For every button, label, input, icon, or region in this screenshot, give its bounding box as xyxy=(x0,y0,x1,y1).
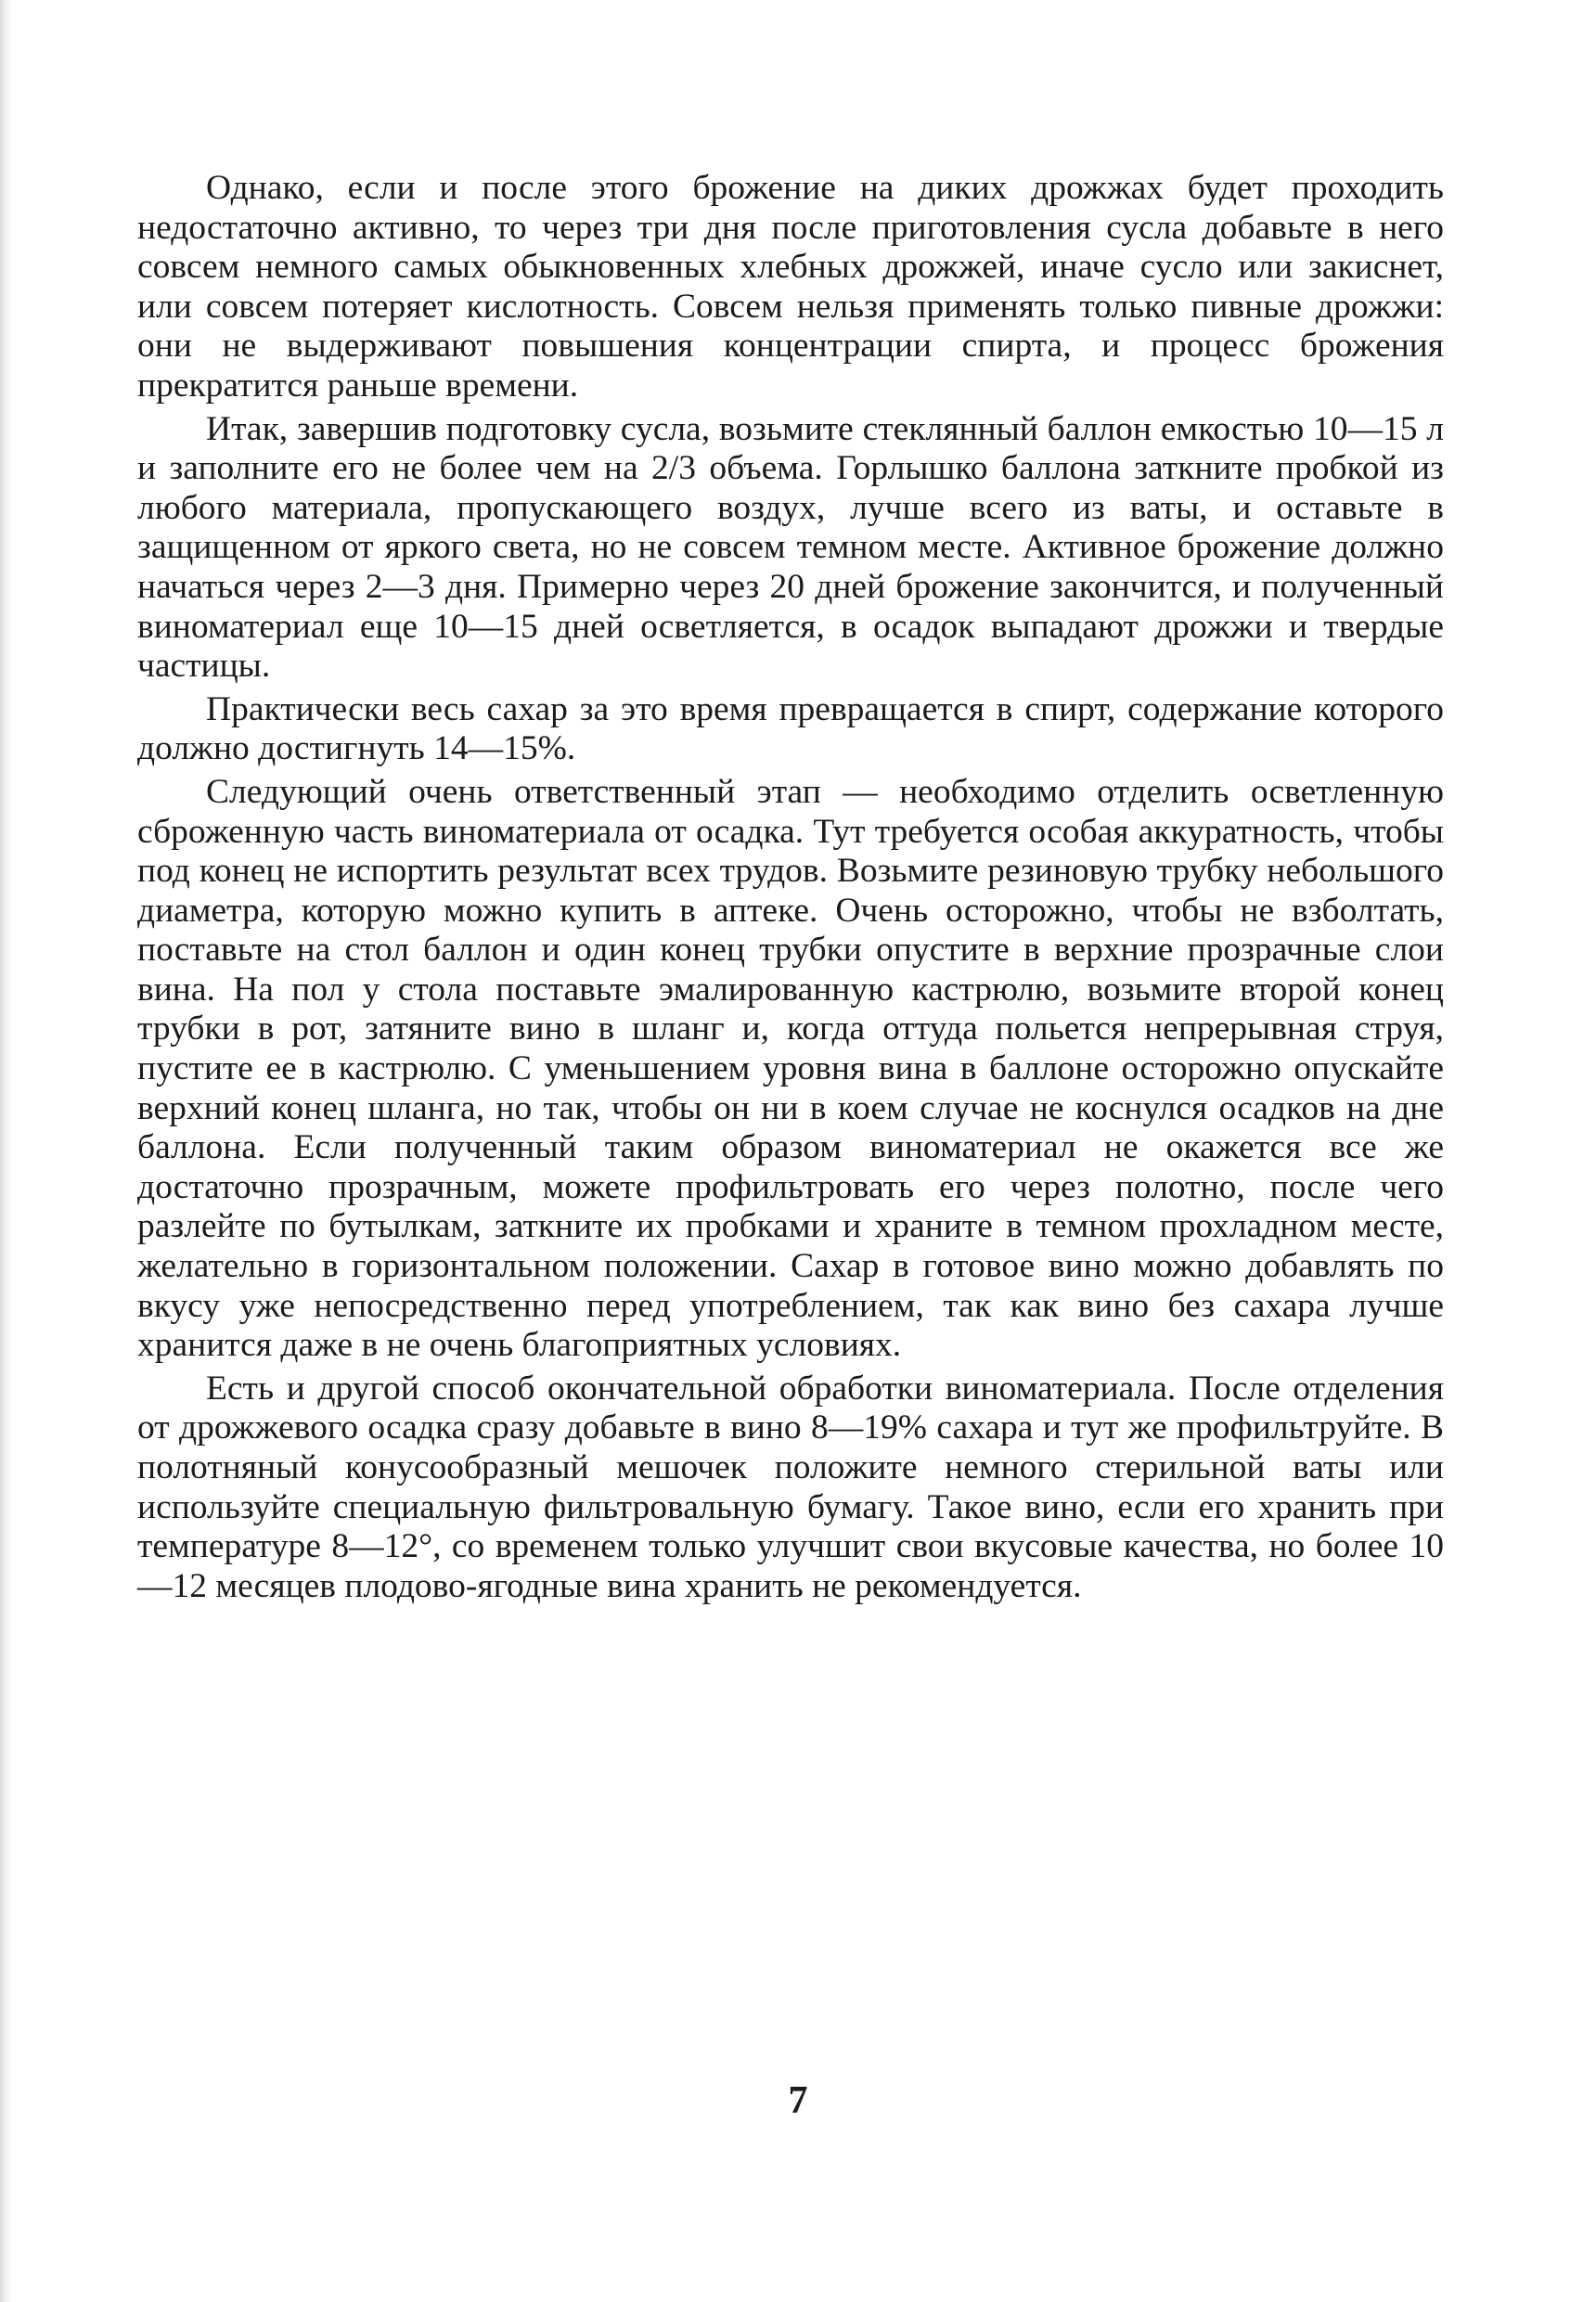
paragraph-sugar-to-alcohol: Практически весь сахар за это время превращается в спирт, содержание которого должно достигнуть 14—15%. xyxy=(137,689,1444,768)
paragraph-fermentation-bottle: Итак, завершив подготовку сусла, возьмите стеклянный баллон емкостью 10—15 л и заполните его не более чем на 2/3 объема. Горлышко баллона заткните пробкой из любого материала, пропускающего воздух, лучше всего из ваты, и оставьте в защищенном от яркого света, но не совсем темном месте. Активное брожение должно начаться через 2—3 дня. Примерно через 20 дней брожение закончится, и полученный виноматериал еще 10—15 дней осветляется, в осадок выпадают дрожжи и твердые частицы. xyxy=(137,409,1444,686)
page-number: 7 xyxy=(788,2079,808,2122)
page-binding-edge xyxy=(0,0,13,2302)
paragraph-final-processing: Есть и другой способ окончательной обработки виноматериала. После отделения от дрожжевого осадка сразу добавьте в вино 8—19% сахара и тут же профильтруйте. В полотняный конусообразный мешочек положите немного стерильной ваты или используйте специальную фильтровальную бумагу. Такое вино, если его хранить при температуре 8—12°, со временем только улучшит свои вкусовые качества, но более 10—12 месяцев плодово-ягодные вина хранить не рекомендуется. xyxy=(137,1369,1444,1605)
paragraph-wild-yeast: Однако, если и после этого брожение на диких дрожжах будет проходить недостаточно активно, то через три дня после приготовления сусла добавьте в него совсем немного самых обыкновенных хлебных дрожжей, иначе сусло или закиснет, или совсем потеряет кислотность. Совсем нельзя применять только пивные дрожжи: они не выдерживают повышения концентрации спирта, и процесс брожения прекратится раньше времени. xyxy=(137,169,1444,405)
paragraph-siphoning: Следующий очень ответственный этап — необходимо отделить осветленную сброженную часть виноматериала от осадка. Тут требуется особая аккуратность, чтобы под конец не испортить результат всех трудов. Возьмите резиновую трубку небольшого диаметра, которую можно купить в аптеке. Очень осторожно, чтобы не взболтать, поставьте на стол баллон и один конец трубки опустите в верхние прозрачные слои вина. На пол у стола поставьте эмалированную кастрюлю, возьмите второй конец трубки в рот, затяните вино в шланг и, когда оттуда польется непрерывная струя, пустите ее в кастрюлю. С уменьшением уровня вина в баллоне осторожно опускайте верхний конец шланга, но так, чтобы он ни в коем случае не коснулся осадков на дне баллона. Если полученный таким образом виноматериал не окажется все же достаточно прозрачным, можете профильтровать его через полотно, после чего разлейте по бутылкам, заткните их пробками и храните в темном прохладном месте, желательно в горизонтальном положении. Сахар в готовое вино можно добавлять по вкусу уже непосредственно перед употреблением, так как вино без сахара лучше хранится даже в не очень благоприятных условиях. xyxy=(137,772,1444,1365)
body-text xyxy=(137,169,1444,1606)
